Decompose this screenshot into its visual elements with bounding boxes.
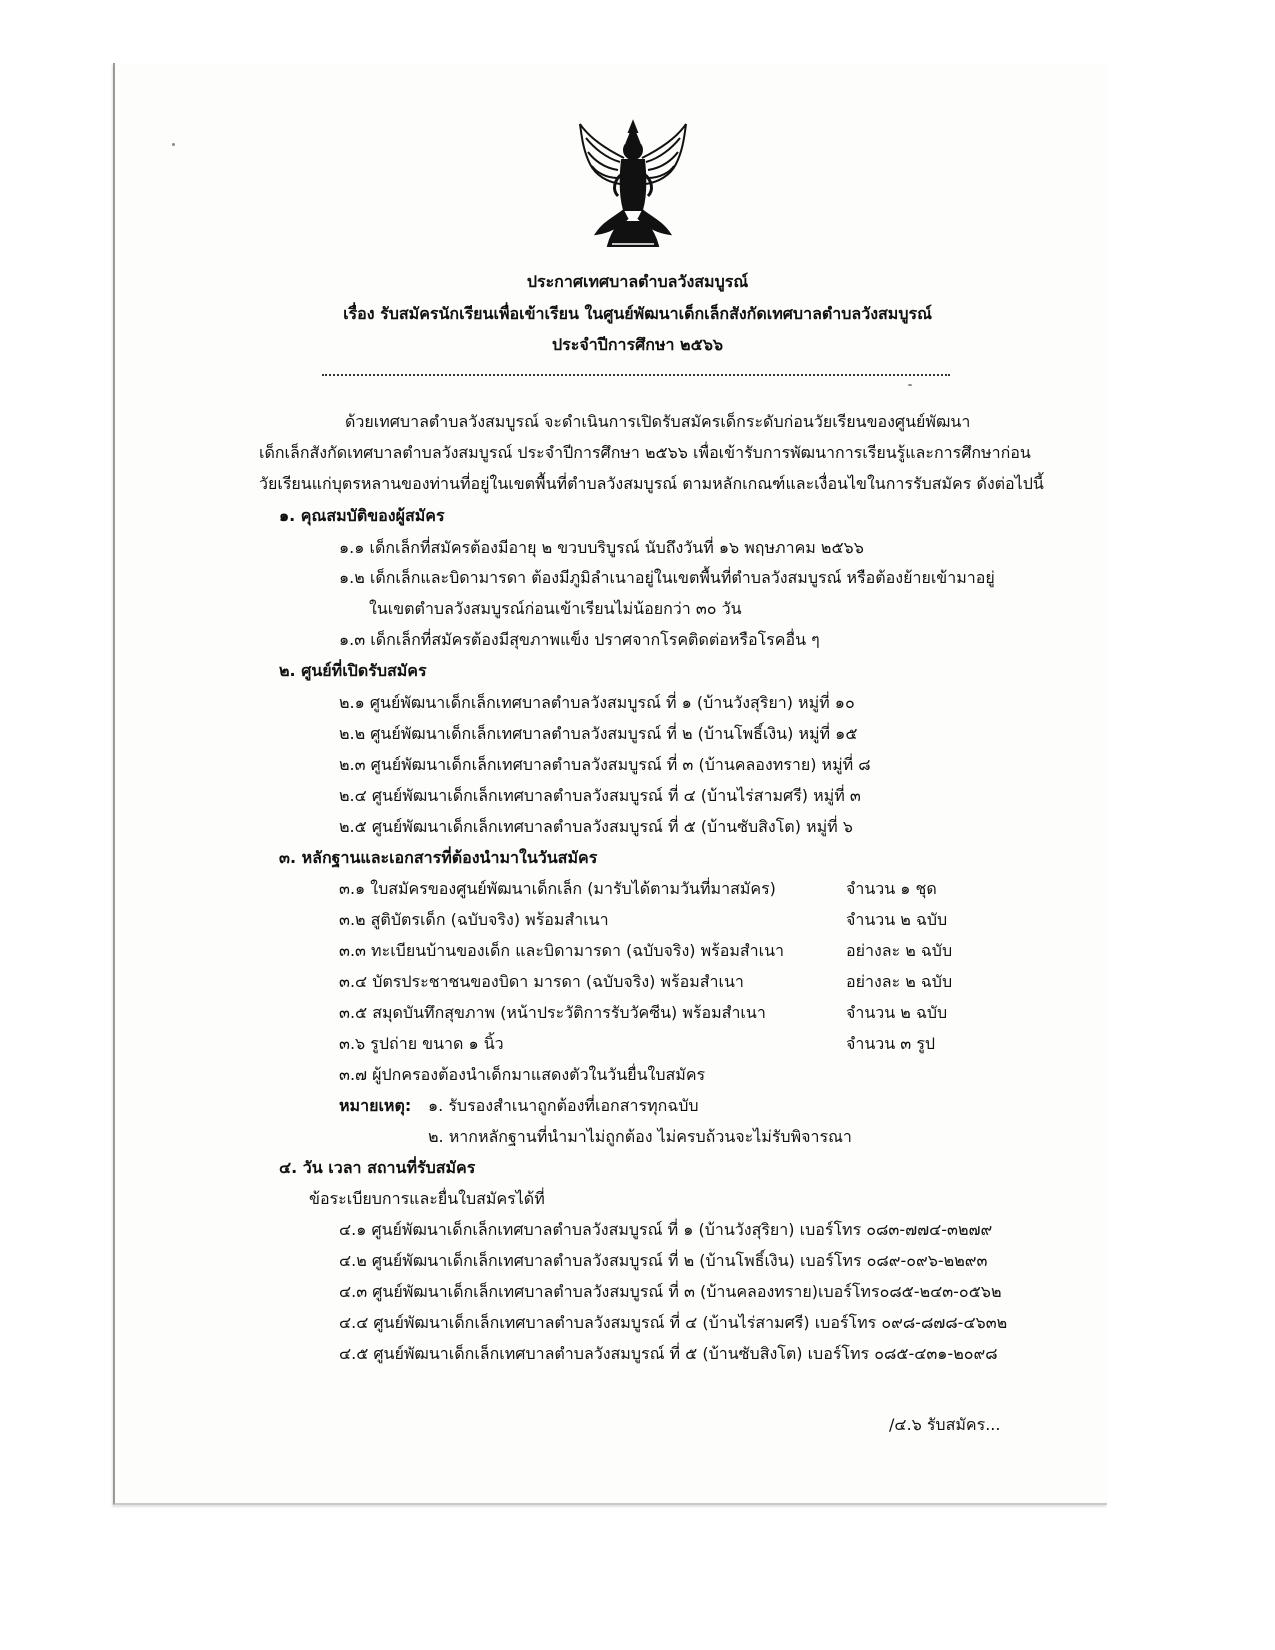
section-2-item: ๒.๔ ศูนย์พัฒนาเด็กเล็กเทศบาลตำบลวังสมบูรณ์ ที่ ๔ (บ้านไร่สามศรี) หมู่ที่ ๓ [339,786,861,805]
document-amount: จำนวน ๓ รูป [846,1034,936,1053]
registration-center: ๔.๔ ศูนย์พัฒนาเด็กเล็กเทศบาลตำบลวังสมบูรณ์ ที่ ๔ (บ้านไร่สามศรี) เบอร์โทร ๐๙๘-๘๗๘-๔๖๓๒ [339,1313,1008,1332]
section-4-subtitle: ข้อระเบียบการและยื่นใบสมัครได้ที่ [309,1189,545,1208]
registration-center: ๔.๓ ศูนย์พัฒนาเด็กเล็กเทศบาลตำบลวังสมบูรณ์ ที่ ๓ (บ้านคลองทราย)เบอร์โทร๐๘๕-๒๔๓-๐๕๖๒ [339,1282,1002,1301]
registration-center: ๔.๒ ศูนย์พัฒนาเด็กเล็กเทศบาลตำบลวังสมบูรณ์ ที่ ๒ (บ้านโพธิ์เงิน) เบอร์โทร ๐๘๙-๐๙๖-๒๒๙๓ [339,1251,988,1270]
note-label: หมายเหตุ: [339,1096,412,1115]
announcement-subject: เรื่อง รับสมัครนักเรียนเพื่อเข้าเรียน ในศูนย์พัฒนาเด็กเล็กสังกัดเทศบาลตำบลวังสมบูรณ์ [343,304,932,323]
document-item: ๓.๔ บัตรประชาชนของบิดา มารดา (ฉบับจริง) พร้อมสำเนา [339,972,744,991]
section-4-heading: ๔. วัน เวลา สถานที่รับสมัคร [279,1158,476,1177]
academic-year: ประจำปีการศึกษา ๒๕๖๖ [551,335,724,354]
registration-center: ๔.๕ ศูนย์พัฒนาเด็กเล็กเทศบาลตำบลวังสมบูรณ์ ที่ ๕ (บ้านซับสิงโต) เบอร์โทร ๐๘๕-๔๓๑-๒๐๙๘ [339,1344,998,1363]
section-1-item: ๑.๓ เด็กเล็กที่สมัครต้องมีสุขภาพแข็ง ปราศจากโรคติดต่อหรือโรคอื่น ๆ [339,630,820,649]
note-item: ๑. รับรองสำเนาถูกต้องที่เอกสารทุกฉบับ [428,1096,699,1115]
document-item: ๓.๒ สูติบัตรเด็ก (ฉบับจริง) พร้อมสำเนา [339,910,609,929]
section-1-item: ๑.๑ เด็กเล็กที่สมัครต้องมีอายุ ๒ ขวบบริบูรณ์ นับถึงวันที่ ๑๖ พฤษภาคม ๒๕๖๖ [339,538,864,557]
scan-speck [172,143,175,146]
section-2-item: ๒.๓ ศูนย์พัฒนาเด็กเล็กเทศบาลตำบลวังสมบูรณ์ ที่ ๓ (บ้านคลองทราย) หมู่ที่ ๘ [339,755,871,774]
announcement-title: ประกาศเทศบาลตำบลวังสมบูรณ์ [526,272,749,291]
section-1-heading: ๑. คุณสมบัติของผู้สมัคร [279,506,445,525]
section-2-heading: ๒. ศูนย์ที่เปิดรับสมัคร [279,661,427,680]
section-2-item: ๒.๕ ศูนย์พัฒนาเด็กเล็กเทศบาลตำบลวังสมบูรณ์ ที่ ๕ (บ้านซับสิงโต) หมู่ที่ ๖ [339,817,853,836]
document-amount: อย่างละ ๒ ฉบับ [846,941,953,960]
section-1-item: ๑.๒ เด็กเล็กและบิดามารดา ต้องมีภูมิลำเนาอยู่ในเขตพื้นที่ตำบลวังสมบูรณ์ หรือต้องย้ายเข้ามาอยู่ [339,568,995,587]
scan-speck [908,384,912,386]
registration-center: ๔.๑ ศูนย์พัฒนาเด็กเล็กเทศบาลตำบลวังสมบูรณ์ ที่ ๑ (บ้านวังสุริยา) เบอร์โทร ๐๘๓-๗๗๔-๓๒๗๙ [339,1220,993,1239]
document-amount: จำนวน ๒ ฉบับ [846,910,948,929]
section-2-item: ๒.๒ ศูนย์พัฒนาเด็กเล็กเทศบาลตำบลวังสมบูรณ์ ที่ ๒ (บ้านโพธิ์เงิน) หมู่ที่ ๑๕ [339,724,858,743]
note-item: ๒. หากหลักฐานที่นำมาไม่ถูกต้อง ไม่ครบถ้วนจะไม่รับพิจารณา [428,1127,852,1146]
document-item: ๓.๗ ผู้ปกครองต้องนำเด็กมาแสดงตัวในวันยื่นใบสมัคร [339,1065,706,1084]
section-1-item-continued: ในเขตตำบลวังสมบูรณ์ก่อนเข้าเรียนไม่น้อยกว่า ๓๐ วัน [369,599,742,618]
document-item: ๓.๑ ใบสมัครของศูนย์พัฒนาเด็กเล็ก (มารับได้ตามวันที่มาสมัคร) [339,879,776,898]
document-item: ๓.๓ ทะเบียนบ้านของเด็ก และบิดามารดา (ฉบับจริง) พร้อมสำเนา [339,941,785,960]
intro-line-3: วัยเรียนแก่บุตรหลานของท่านที่อยู่ในเขตพื้นที่ตำบลวังสมบูรณ์ ตามหลักเกณฑ์และเงื่อนไขในการรับสมัคร ดังต่อไปนี้ [259,474,1044,493]
document-item: ๓.๕ สมุดบันทึกสุขภาพ (หน้าประวัติการรับวัคซีน) พร้อมสำเนา [339,1003,766,1022]
intro-line-1: ด้วยเทศบาลตำบลวังสมบูรณ์ จะดำเนินการเปิดรับสมัครเด็กระดับก่อนวัยเรียนของศูนย์พัฒนา [345,412,971,431]
section-3-heading: ๓. หลักฐานและเอกสารที่ต้องนำมาในวันสมัคร [279,848,598,867]
document-amount: จำนวน ๒ ฉบับ [846,1003,948,1022]
section-2-item: ๒.๑ ศูนย์พัฒนาเด็กเล็กเทศบาลตำบลวังสมบูรณ์ ที่ ๑ (บ้านวังสุริยา) หมู่ที่ ๑๐ [339,693,855,712]
document-amount: อย่างละ ๒ ฉบับ [846,972,953,991]
document-item: ๓.๖ รูปถ่าย ขนาด ๑ นิ้ว [339,1034,504,1053]
garuda-emblem-icon [574,118,692,250]
dotted-divider [322,374,950,376]
document-amount: จำนวน ๑ ชุด [846,879,937,898]
continuation-note: /๔.๖ รับสมัคร... [889,1415,1001,1434]
intro-line-2: เด็กเล็กสังกัดเทศบาลตำบลวังสมบูรณ์ ประจำปีการศึกษา ๒๕๖๖ เพื่อเข้ารับการพัฒนาการเรียนรู้และการศึกษาก่อน [259,443,1031,462]
